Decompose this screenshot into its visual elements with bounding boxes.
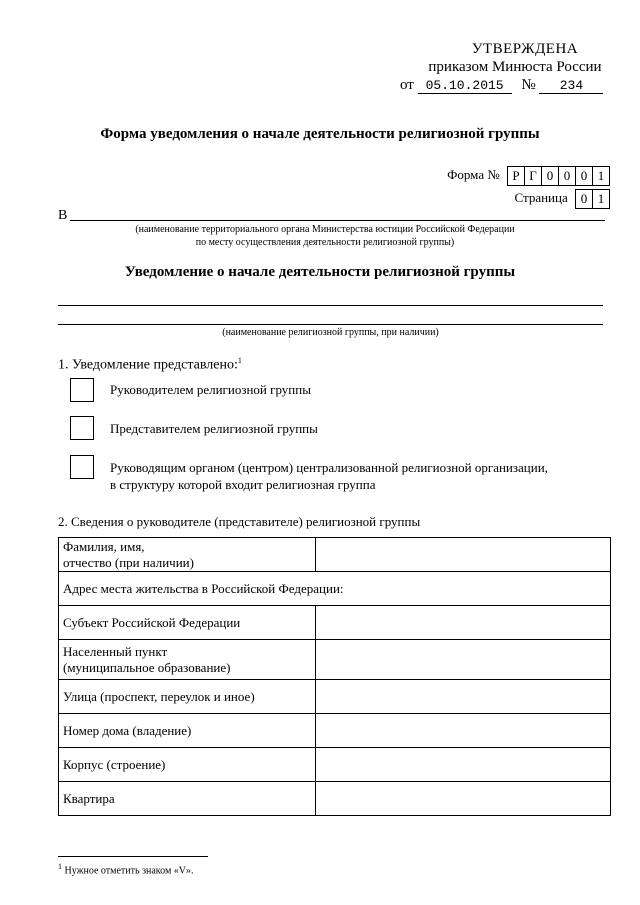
option-governing-body-label-line1: Руководящим органом (центром) централизованной религиозной организации, [110,460,548,475]
form-number-cell: 0 [542,166,559,186]
approval-order: приказом Минюста России [428,59,602,75]
form-number-cell: 0 [559,166,576,186]
row-label-full-name [59,538,316,572]
footnote-divider [58,856,208,857]
row-label-region: Субъект Российской Федерации [59,606,316,640]
recipient-caption-line1: (наименование территориального органа Министерства юстиции Российской Федерации [135,224,515,235]
option-leader-checkbox[interactable] [70,378,311,402]
recipient-input-line[interactable] [70,220,605,221]
page-number-cells [575,189,610,209]
page-label: Страница [514,189,568,205]
form-number-cell: Р [507,166,525,186]
footnote-mark: 1 [58,862,62,871]
row-label-building: Корпус (строение) [59,748,316,782]
section2-title: 2. Сведения о руководителе (представителе) религиозной группы [58,514,421,529]
section1-title-text: 1. Уведомление представлено: [58,357,238,373]
house-field[interactable] [316,714,611,748]
form-number-cell: 0 [576,166,593,186]
notice-title: Уведомление о начале деятельности религиозной группы [124,264,516,280]
row-label-street: Улица (проспект, переулок и иное) [59,680,316,714]
checkbox-representative[interactable] [70,416,94,440]
option-governing-body-label-line2: в структуру которой входит религиозная группа [110,477,376,492]
number-prefix: № [521,77,536,93]
option-representative-checkbox[interactable] [70,416,318,440]
row-label-locality [59,640,316,680]
table-row [59,538,611,572]
table-row [59,606,611,640]
footnote [58,862,194,876]
group-name-line-1[interactable] [58,305,603,306]
approval-date-line [400,76,610,94]
option-leader-label: Руководителем религиозной группы [110,382,311,397]
row-label-apartment: Квартира [59,782,316,816]
form-number-cell: 1 [593,166,610,186]
form-number-cell: Г [525,166,542,186]
footnote-mark: 1 [237,356,242,365]
form-number-label: Форма № [447,166,500,182]
footnote-text: Нужное отметить знаком «V». [64,865,194,877]
form-title: Форма уведомления о начале деятельности религиозной группы [100,126,540,142]
region-field[interactable] [316,606,611,640]
row-label-line2: (муниципальное образование) [63,659,231,675]
row-label-line1: Населенный пункт [63,643,168,659]
page-number-cell: 1 [593,189,610,209]
row-label-address-header: Адрес места жительства в Российской Федерации: [59,572,611,606]
full-name-field[interactable] [316,538,611,572]
group-name-line-2[interactable] [58,324,603,325]
table-row [59,748,611,782]
recipient-caption [90,223,560,249]
approval-block [400,40,610,94]
row-label-line2: отчество (при наличии) [63,554,194,570]
locality-field[interactable] [316,640,611,680]
apartment-field[interactable] [316,782,611,816]
leader-info-table [58,537,611,816]
option-governing-body-checkbox[interactable] [70,455,548,492]
section1-title [58,356,242,374]
page-number-cell: 0 [575,189,593,209]
approval-title: УТВЕРЖДЕНА [471,41,579,57]
recipient-prefix: В [58,208,68,223]
checkbox-governing-body[interactable] [70,455,94,479]
table-row [59,714,611,748]
table-row [59,572,611,606]
table-row [59,680,611,714]
option-representative-label: Представителем религиозной группы [110,421,318,436]
approval-number: 234 [539,79,603,94]
checkbox-leader[interactable] [70,378,94,402]
form-number-cells [507,166,610,186]
row-label-house: Номер дома (владение) [59,714,316,748]
table-row [59,782,611,816]
approval-date: 05.10.2015 [418,79,512,94]
form-number-block [447,166,610,209]
recipient-caption-line2: по месту осуществления деятельности религиозной группы) [195,237,455,248]
building-field[interactable] [316,748,611,782]
group-name-caption: (наименование религиозной группы, при наличии) [222,327,439,338]
row-label-line1: Фамилия, имя, [63,538,145,554]
table-row [59,640,611,680]
date-prefix: от [400,77,414,93]
street-field[interactable] [316,680,611,714]
